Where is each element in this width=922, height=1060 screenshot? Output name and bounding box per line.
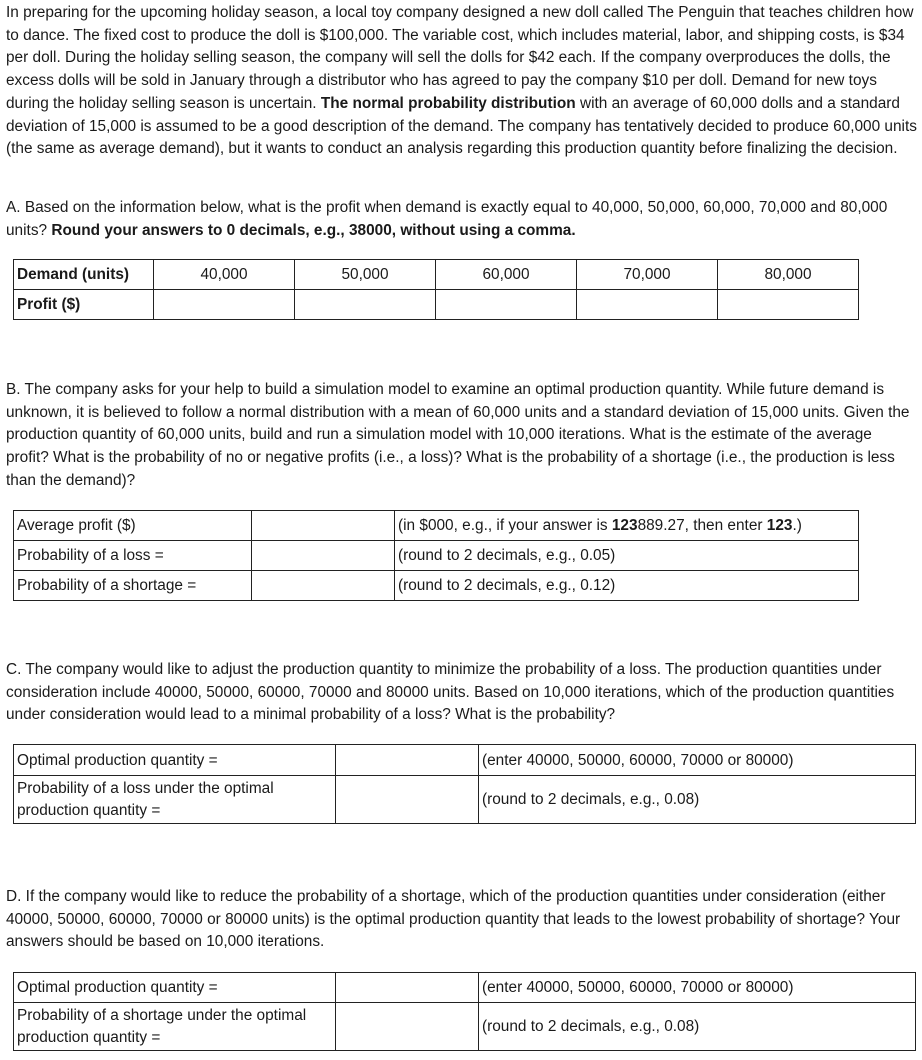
- probability-shortage-hint: (round to 2 decimals, e.g., 0.12): [395, 571, 859, 601]
- intro-paragraph: [6, 2, 918, 161]
- part-c-question: C. The company would like to adjust the production quantity to minimize the probability of a loss. The production quantities under consideration include 40000, 50000, 60000, 70000 and 80000 units. Based on 10,000 iterations, which of the production quantities under consideration would lead to a minimal probability of a loss? What is the probability?: [6, 661, 895, 724]
- optimal-quantity-label: Optimal production quantity =: [14, 745, 336, 776]
- probability-shortage-input[interactable]: [252, 571, 395, 601]
- probability-loss-hint: (round to 2 decimals, e.g., 0.05): [395, 541, 859, 571]
- demand-label: Demand (units): [14, 260, 154, 290]
- optimal-quantity-input[interactable]: [336, 745, 479, 776]
- intro-text-2: with an average of 60,000 dolls and a standard deviation of 15,000 is assumed to be a good description of the demand. The company has tentatively decided to produce 60,000 units (the same as average demand), but it wants to conduct an analysis regarding this production quantity before finalizing the decision.: [6, 94, 917, 158]
- average-profit-input[interactable]: [252, 511, 395, 541]
- average-profit-hint: (in $000, e.g., if your answer is 123889.27, then enter 123.): [395, 511, 859, 541]
- optimal-loss-probability-row: [14, 776, 916, 824]
- optimal-shortage-probability-label: Probability of a shortage under the optimal production quantity =: [14, 1003, 336, 1051]
- demand-cell: 70,000: [577, 260, 718, 290]
- probability-loss-label: Probability of a loss =: [14, 541, 252, 571]
- optimal-loss-probability-input[interactable]: [336, 776, 479, 824]
- demand-cell: 60,000: [436, 260, 577, 290]
- profit-label: Profit ($): [14, 290, 154, 320]
- part-d-question: D. If the company would like to reduce the probability of a shortage, which of the production quantities under consideration (either 40000, 50000, 60000, 70000 or 80000 units) is the optimal production quantity that leads to the lowest probability of shortage? Your answers should be based on 10,000 iterations.: [6, 888, 901, 951]
- demand-row: [14, 260, 859, 290]
- demand-cell: 40,000: [154, 260, 295, 290]
- optimal-quantity-shortage-input[interactable]: [336, 973, 479, 1003]
- optimal-quantity-hint: (enter 40000, 50000, 60000, 70000 or 80000): [479, 745, 916, 776]
- profit-input-70000[interactable]: [577, 290, 718, 320]
- probability-loss-row: [14, 541, 859, 571]
- part-a-question: [6, 197, 918, 242]
- profit-input-80000[interactable]: [718, 290, 859, 320]
- optimal-shortage-probability-input[interactable]: [336, 1003, 479, 1051]
- profit-input-40000[interactable]: [154, 290, 295, 320]
- optimal-quantity-shortage-hint: (enter 40000, 50000, 60000, 70000 or 80000): [479, 973, 916, 1003]
- optimal-quantity-shortage-row: [14, 973, 916, 1003]
- part-c-table: [13, 744, 916, 824]
- optimal-shortage-probability-hint: (round to 2 decimals, e.g., 0.08): [479, 1003, 916, 1051]
- part-a-instruction: Round your answers to 0 decimals, e.g., 38000, without using a comma.: [51, 221, 576, 239]
- demand-cell: 50,000: [295, 260, 436, 290]
- part-a-table: [13, 259, 859, 320]
- probability-loss-input[interactable]: [252, 541, 395, 571]
- probability-shortage-row: [14, 571, 859, 601]
- profit-input-60000[interactable]: [436, 290, 577, 320]
- optimal-quantity-row: [14, 745, 916, 776]
- average-profit-row: [14, 511, 859, 541]
- part-d-table: [13, 972, 916, 1051]
- intro-text-1: In preparing for the upcoming holiday season, a local toy company designed a new doll called The Penguin that teaches children how to dance. The fixed cost to produce the doll is $100,000. The variable cost, which includes material, labor, and shipping costs, is $34 per doll. During the holiday selling season, the company will sell the dolls for $42 each. If the company overproduces the dolls, the excess dolls will be sold in January through a distributor who has agreed to pay the company $10 per doll. Demand for new toys during the holiday selling season is uncertain.: [6, 4, 914, 112]
- profit-row: [14, 290, 859, 320]
- part-a-question-text: A. Based on the information below, what is the profit when demand is exactly equal to 40,000, 50,000, 60,000, 70,000 and 80,000 units?: [6, 199, 888, 239]
- optimal-shortage-probability-row: [14, 1003, 916, 1051]
- demand-cell: 80,000: [718, 260, 859, 290]
- part-b-question: B. The company asks for your help to build a simulation model to examine an optimal production quantity. While future demand is unknown, it is believed to follow a normal distribution with a mean of 60,000 units and a standard deviation of 15,000 units. Given the production quantity of 60,000 units, build and run a simulation model with 10,000 iterations. What is the estimate of the average profit? What is the probability of no or negative profits (i.e., a loss)? What is the probability of a shortage (i.e., the production is less than the demand)?: [6, 381, 910, 489]
- average-profit-label: Average profit ($): [14, 511, 252, 541]
- intro-bold: The normal probability distribution: [320, 94, 576, 112]
- optimal-loss-probability-label: Probability of a loss under the optimal production quantity =: [14, 776, 336, 824]
- profit-input-50000[interactable]: [295, 290, 436, 320]
- probability-shortage-label: Probability of a shortage =: [14, 571, 252, 601]
- optimal-loss-probability-hint: (round to 2 decimals, e.g., 0.08): [479, 776, 916, 824]
- optimal-quantity-shortage-label: Optimal production quantity =: [14, 973, 336, 1003]
- part-b-table: [13, 510, 859, 601]
